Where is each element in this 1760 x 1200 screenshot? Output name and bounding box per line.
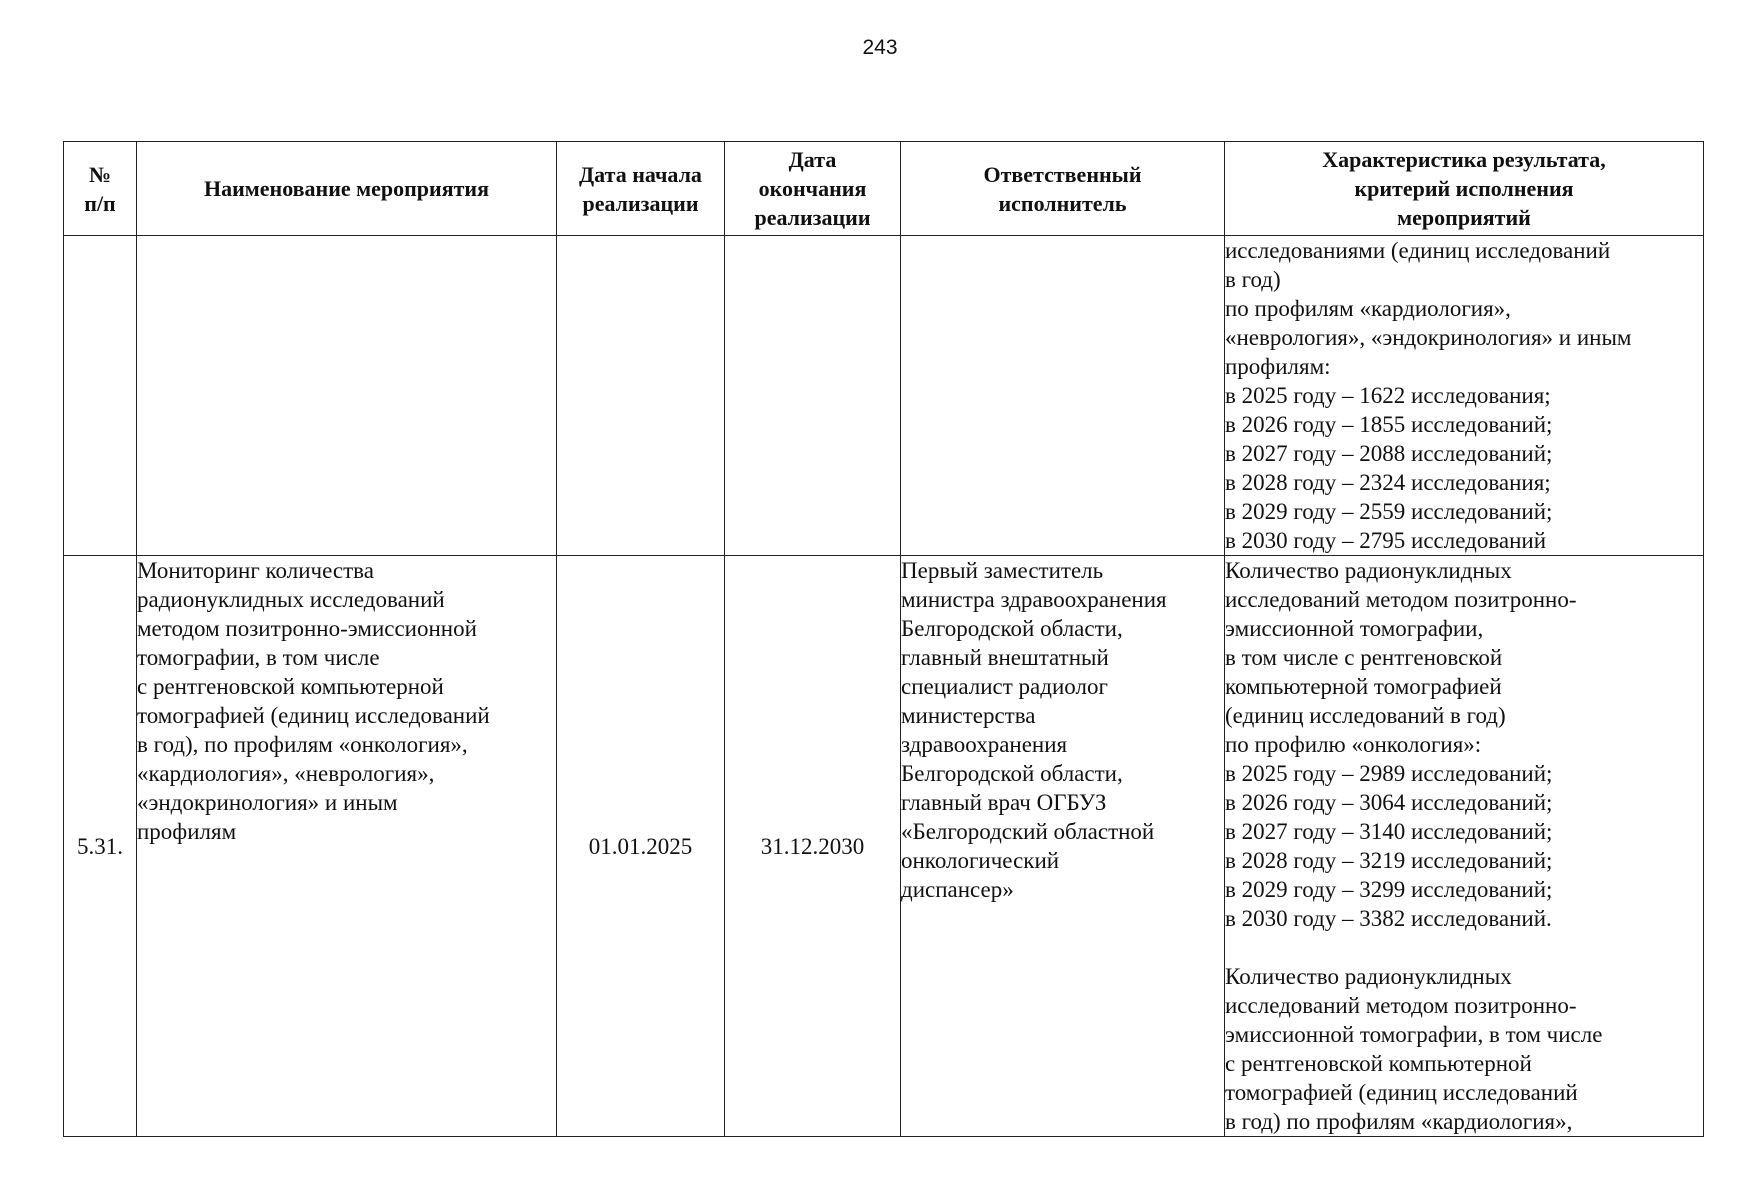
row-end-date	[725, 236, 901, 556]
row-name	[137, 236, 557, 556]
table-row	[64, 236, 1704, 556]
row-responsible: Первый заместитель министра здравоохранения Белгородской области, главный внештатный специалист радиолог министерства здравоохранения Белгородской области, главный врач ОГБУЗ «Белгородский областной онкологический диспансер»	[901, 556, 1225, 1137]
row-name: Мониторинг количества радионуклидных исследований методом позитронно-эмиссионной томографии, в том числе с рентгеновской компьютерной томографией (единиц исследований в год), по профилям «онкология», «кардиология», «неврология», «эндокринология» и иным профилям	[137, 556, 557, 1137]
page-number: 243	[862, 36, 898, 59]
row-result: исследованиями (единиц исследований в год) по профилям «кардиология», «неврология», «эндокринология» и иным профилям: в 2025 году – 1622 исследования; в 2026 году – 1855 исследований; в 2027 году – 2088 исследований; в 2028 году – 2324 исследования; в 2029 году – 2559 исследований; в 2030 году – 2795 исследований	[1225, 236, 1704, 556]
header-start-date: Дата начала реализации	[557, 142, 725, 236]
row-result: Количество радионуклидных исследований методом позитронно- эмиссионной томографии, в том числе с рентгеновской компьютерной томографией (единиц исследований в год) по профилю «онкология»: в 2025 году – 2989 исследований; в 2026 году – 3064 исследований; в 2027 году – 3140 исследований; в 2028 году – 3219 исследований; в 2029 году – 3299 исследований; в 2030 году – 3382 исследований. Количество радионуклидных исследований методом позитронно- эмиссионной томографии, в том числе с рентгеновской компьютерной томографией (единиц исследований в год) по профилям «кардиология»,	[1225, 556, 1704, 1137]
header-num: № п/п	[64, 142, 137, 236]
row-start-date: 01.01.2025	[557, 556, 725, 1137]
activities-table	[63, 141, 1704, 1137]
header-responsible: Ответственный исполнитель	[901, 142, 1225, 236]
header-result: Характеристика результата, критерий исполнения мероприятий	[1225, 142, 1704, 236]
table-row	[64, 556, 1704, 1137]
row-end-date: 31.12.2030	[725, 556, 901, 1137]
row-num	[64, 236, 137, 556]
table-header-row	[64, 142, 1704, 236]
row-num: 5.31.	[64, 556, 137, 1137]
row-start-date	[557, 236, 725, 556]
header-end-date: Дата окончания реализации	[725, 142, 901, 236]
header-name: Наименование мероприятия	[137, 142, 557, 236]
row-responsible	[901, 236, 1225, 556]
